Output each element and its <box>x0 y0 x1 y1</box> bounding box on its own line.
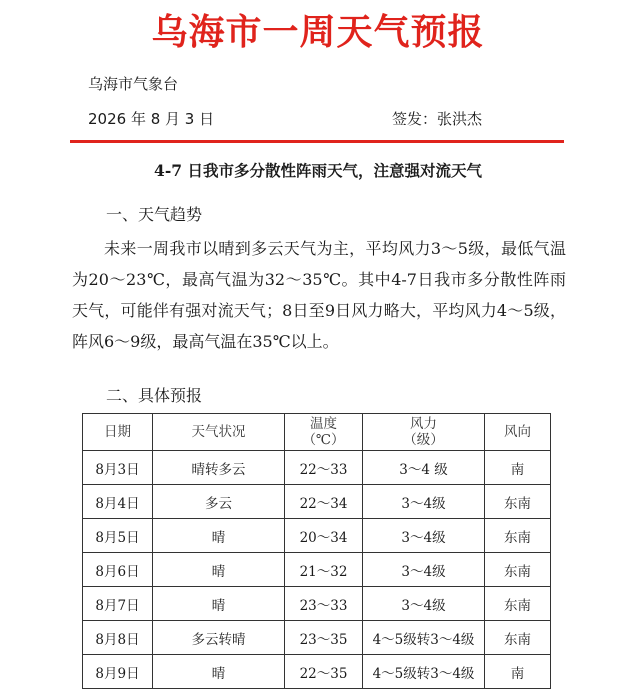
cell-date: 8月4日 <box>83 485 153 519</box>
cell-date: 8月6日 <box>83 553 153 587</box>
header-wind-unit: （级） <box>403 432 444 448</box>
cell-condition: 晴 <box>153 553 285 587</box>
cell-date: 8月9日 <box>83 655 153 689</box>
cell-date: 8月3日 <box>83 451 153 485</box>
cell-condition: 晴转多云 <box>153 451 285 485</box>
table-row <box>83 621 551 655</box>
cell-direction: 东南 <box>485 519 551 553</box>
red-divider <box>70 140 564 143</box>
document-subtitle: 4-7 日我市多分散性阵雨天气，注意强对流天气 <box>154 161 482 180</box>
cell-wind: 3～4 级 <box>363 451 485 485</box>
cell-direction: 东南 <box>485 621 551 655</box>
cell-wind: 4～5级转3～4级 <box>363 655 485 689</box>
table-row <box>83 553 551 587</box>
table-row <box>83 519 551 553</box>
issuer-name: 乌海市气象台 <box>88 75 179 93</box>
cell-wind: 3～4级 <box>363 587 485 621</box>
document-title: 乌海市一周天气预报 <box>151 12 485 53</box>
cell-temperature: 23～35 <box>285 621 363 655</box>
cell-temperature: 22～34 <box>285 485 363 519</box>
cell-date: 8月5日 <box>83 519 153 553</box>
signer: 签发：张洪杰 <box>392 110 483 128</box>
cell-temperature: 23～33 <box>285 587 363 621</box>
header-condition: 天气状况 <box>153 414 285 451</box>
cell-wind: 4～5级转3～4级 <box>363 621 485 655</box>
header-temperature-label: 温度 <box>310 416 337 432</box>
cell-condition: 多云 <box>153 485 285 519</box>
cell-condition: 晴 <box>153 519 285 553</box>
cell-wind: 3～4级 <box>363 519 485 553</box>
table-row <box>83 451 551 485</box>
cell-condition: 晴 <box>153 655 285 689</box>
header-temperature-unit: （℃） <box>302 432 345 448</box>
cell-date: 8月8日 <box>83 621 153 655</box>
issue-date: 2026 年 8 月 3 日 <box>88 110 215 128</box>
table-row <box>83 655 551 689</box>
cell-temperature: 20～34 <box>285 519 363 553</box>
header-date: 日期 <box>83 414 153 451</box>
trend-paragraph: 未来一周我市以晴到多云天气为主，平均风力3～5级，最低气温为20～23℃，最高气温为32～35℃。其中4-7日我市多分散性阵雨天气，可能伴有强对流天气；8日至9日风力略大，平均风力4～5级，阵风6～9级，最高气温在35℃以上。 <box>72 239 566 351</box>
table-header-row <box>83 414 551 451</box>
section-heading-forecast: 二、具体预报 <box>106 386 203 405</box>
table-row <box>83 587 551 621</box>
cell-temperature: 22～33 <box>285 451 363 485</box>
header-temperature <box>285 414 363 451</box>
cell-temperature: 22～35 <box>285 655 363 689</box>
header-direction: 风向 <box>485 414 551 451</box>
header-wind-label: 风力 <box>410 416 437 432</box>
cell-direction: 东南 <box>485 485 551 519</box>
cell-condition: 多云转晴 <box>153 621 285 655</box>
cell-condition: 晴 <box>153 587 285 621</box>
cell-direction: 南 <box>485 655 551 689</box>
cell-wind: 3～4级 <box>363 485 485 519</box>
header-wind <box>363 414 485 451</box>
table-row <box>83 485 551 519</box>
cell-direction: 东南 <box>485 553 551 587</box>
forecast-table <box>82 413 551 689</box>
cell-date: 8月7日 <box>83 587 153 621</box>
section-heading-trend: 一、天气趋势 <box>106 205 203 224</box>
cell-wind: 3～4级 <box>363 553 485 587</box>
cell-direction: 东南 <box>485 587 551 621</box>
cell-temperature: 21～32 <box>285 553 363 587</box>
cell-direction: 南 <box>485 451 551 485</box>
